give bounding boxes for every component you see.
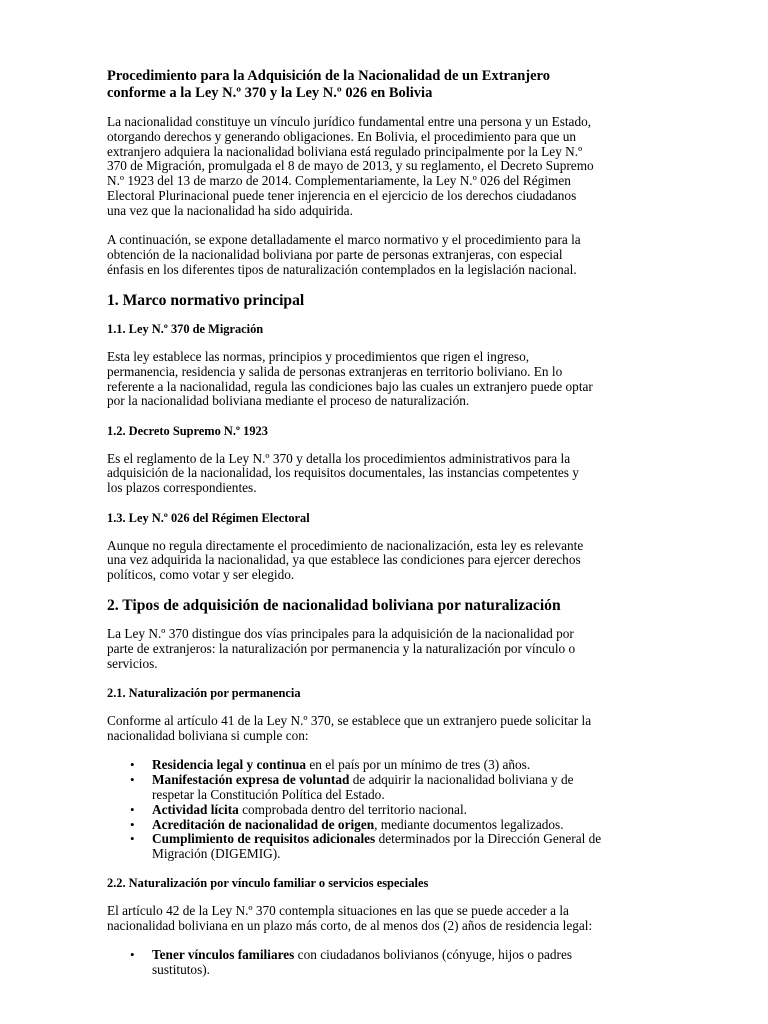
intro-paragraph-1: La nacionalidad constituye un vínculo jurídico fundamental entre una persona y un Estado, otorgando derechos y generando obligaciones. En Bolivia, el procedimiento para que un extranjero adquiera la nacionalidad boliviana está regulado principalmente por la Ley N.º 370 de Migración, promulgada el 8 de mayo de 2013, y su reglamento, el Decreto Supremo N.º 1923 del 13 de marzo de 2014. Complementariamente, la Ley N.º 026 del Régimen Electoral Plurinacional puede tener injerencia en el ejercicio de los derechos ciudadanos una vez que la nacionalidad ha sido adquirida. <box>107 114 594 218</box>
intro-paragraph-2: A continuación, se expone detalladamente el marco normativo y el procedimiento para la obtención de la nacionalidad boliviana por parte de personas extranjeras, con especial énfasis en los diferentes tipos de naturalización contemplados en la legislación nacional. <box>107 232 581 277</box>
list-item: • Residencia legal y continua en el país por un mínimo de tres (3) años. <box>130 757 531 773</box>
list-item: • Actividad lícita comprobada dentro del territorio nacional. <box>130 801 467 817</box>
list-item: • Acreditación de nacionalidad de origen, mediante documentos legalizados. <box>130 816 564 832</box>
paragraph-vinculo-familiar: El artículo 42 de la Ley N.º 370 contempla situaciones en las que se puede acceder a la nacionalidad boliviana en un plazo más corto, de al menos dos (2) años de residencia legal: <box>107 903 593 933</box>
document-page <box>107 68 667 992</box>
subsection-heading-ley-026: 1.3. Ley N.º 026 del Régimen Electoral <box>107 510 310 525</box>
section-heading-marco-normativo: 1. Marco normativo principal <box>107 291 305 309</box>
paragraph-decreto-1923: Es el reglamento de la Ley N.º 370 y detalla los procedimientos administrativos para la adquisición de la nacionalidad, los requisitos documentales, las instancias competentes y los plazos correspondientes. <box>107 450 579 496</box>
subsection-heading-vinculo-familiar: 2.2. Naturalización por vínculo familiar o servicios especiales <box>107 876 429 890</box>
bullet-icon: • <box>130 831 135 847</box>
subsection-heading-permanencia: 2.1. Naturalización por permanencia <box>107 686 301 701</box>
list-item: • Cumplimiento de requisitos adicionales determinados por la Dirección General de Migración (DIGEMIG). <box>130 831 602 862</box>
vinculo-list <box>107 948 667 978</box>
bullet-icon: • <box>130 816 135 832</box>
bullet-icon: • <box>130 947 135 963</box>
subsection-heading-ley-370: 1.1. Ley N.º 370 de Migración <box>107 321 264 336</box>
list-item: • Tener vínculos familiares con ciudadanos bolivianos (cónyuge, hijos o padres sustitutos). <box>130 947 573 977</box>
bullet-icon: • <box>130 757 135 773</box>
title-line: Procedimiento para la Adquisición de la Nacionalidad de un Extranjero <box>107 68 550 84</box>
paragraph-tipos-intro: La Ley N.º 370 distingue dos vías principales para la adquisición de la nacionalidad por parte de extranjeros: la naturalización por permanencia y la naturalización por vínculo o servicios. <box>107 626 576 672</box>
title-line: conforme a la Ley N.º 370 y la Ley N.º 026 en Bolivia <box>107 84 433 101</box>
requirements-list <box>107 758 667 862</box>
paragraph-ley-370: Esta ley establece las normas, principios y procedimientos que rigen el ingreso, permanencia, residencia y salida de personas extranjeras en territorio boliviano. En lo referente a la nacionalidad, regula las condiciones bajo las cuales un extranjero puede optar por la nacionalidad boliviana mediante el proceso de naturalización. <box>107 348 593 409</box>
list-item: • Manifestación expresa de voluntad de adquirir la nacionalidad boliviana y de respetar la Constitución Política del Estado. <box>130 772 574 803</box>
bullet-icon: • <box>130 801 135 817</box>
subsection-heading-decreto-1923: 1.2. Decreto Supremo N.º 1923 <box>107 423 268 438</box>
document-title <box>107 68 667 101</box>
paragraph-ley-026: Aunque no regula directamente el procedimiento de nacionalización, esta ley es relevante una vez adquirida la nacionalidad, ya que establece las condiciones para ejercer derechos políticos, como votar y ser elegido. <box>107 537 584 583</box>
paragraph-permanencia: Conforme al artículo 41 de la Ley N.º 370, se establece que un extranjero puede solicitar la nacionalidad boliviana si cumple con: <box>107 713 592 744</box>
section-heading-tipos-naturalizacion: 2. Tipos de adquisición de nacionalidad boliviana por naturalización <box>107 597 561 615</box>
bullet-icon: • <box>130 772 135 788</box>
